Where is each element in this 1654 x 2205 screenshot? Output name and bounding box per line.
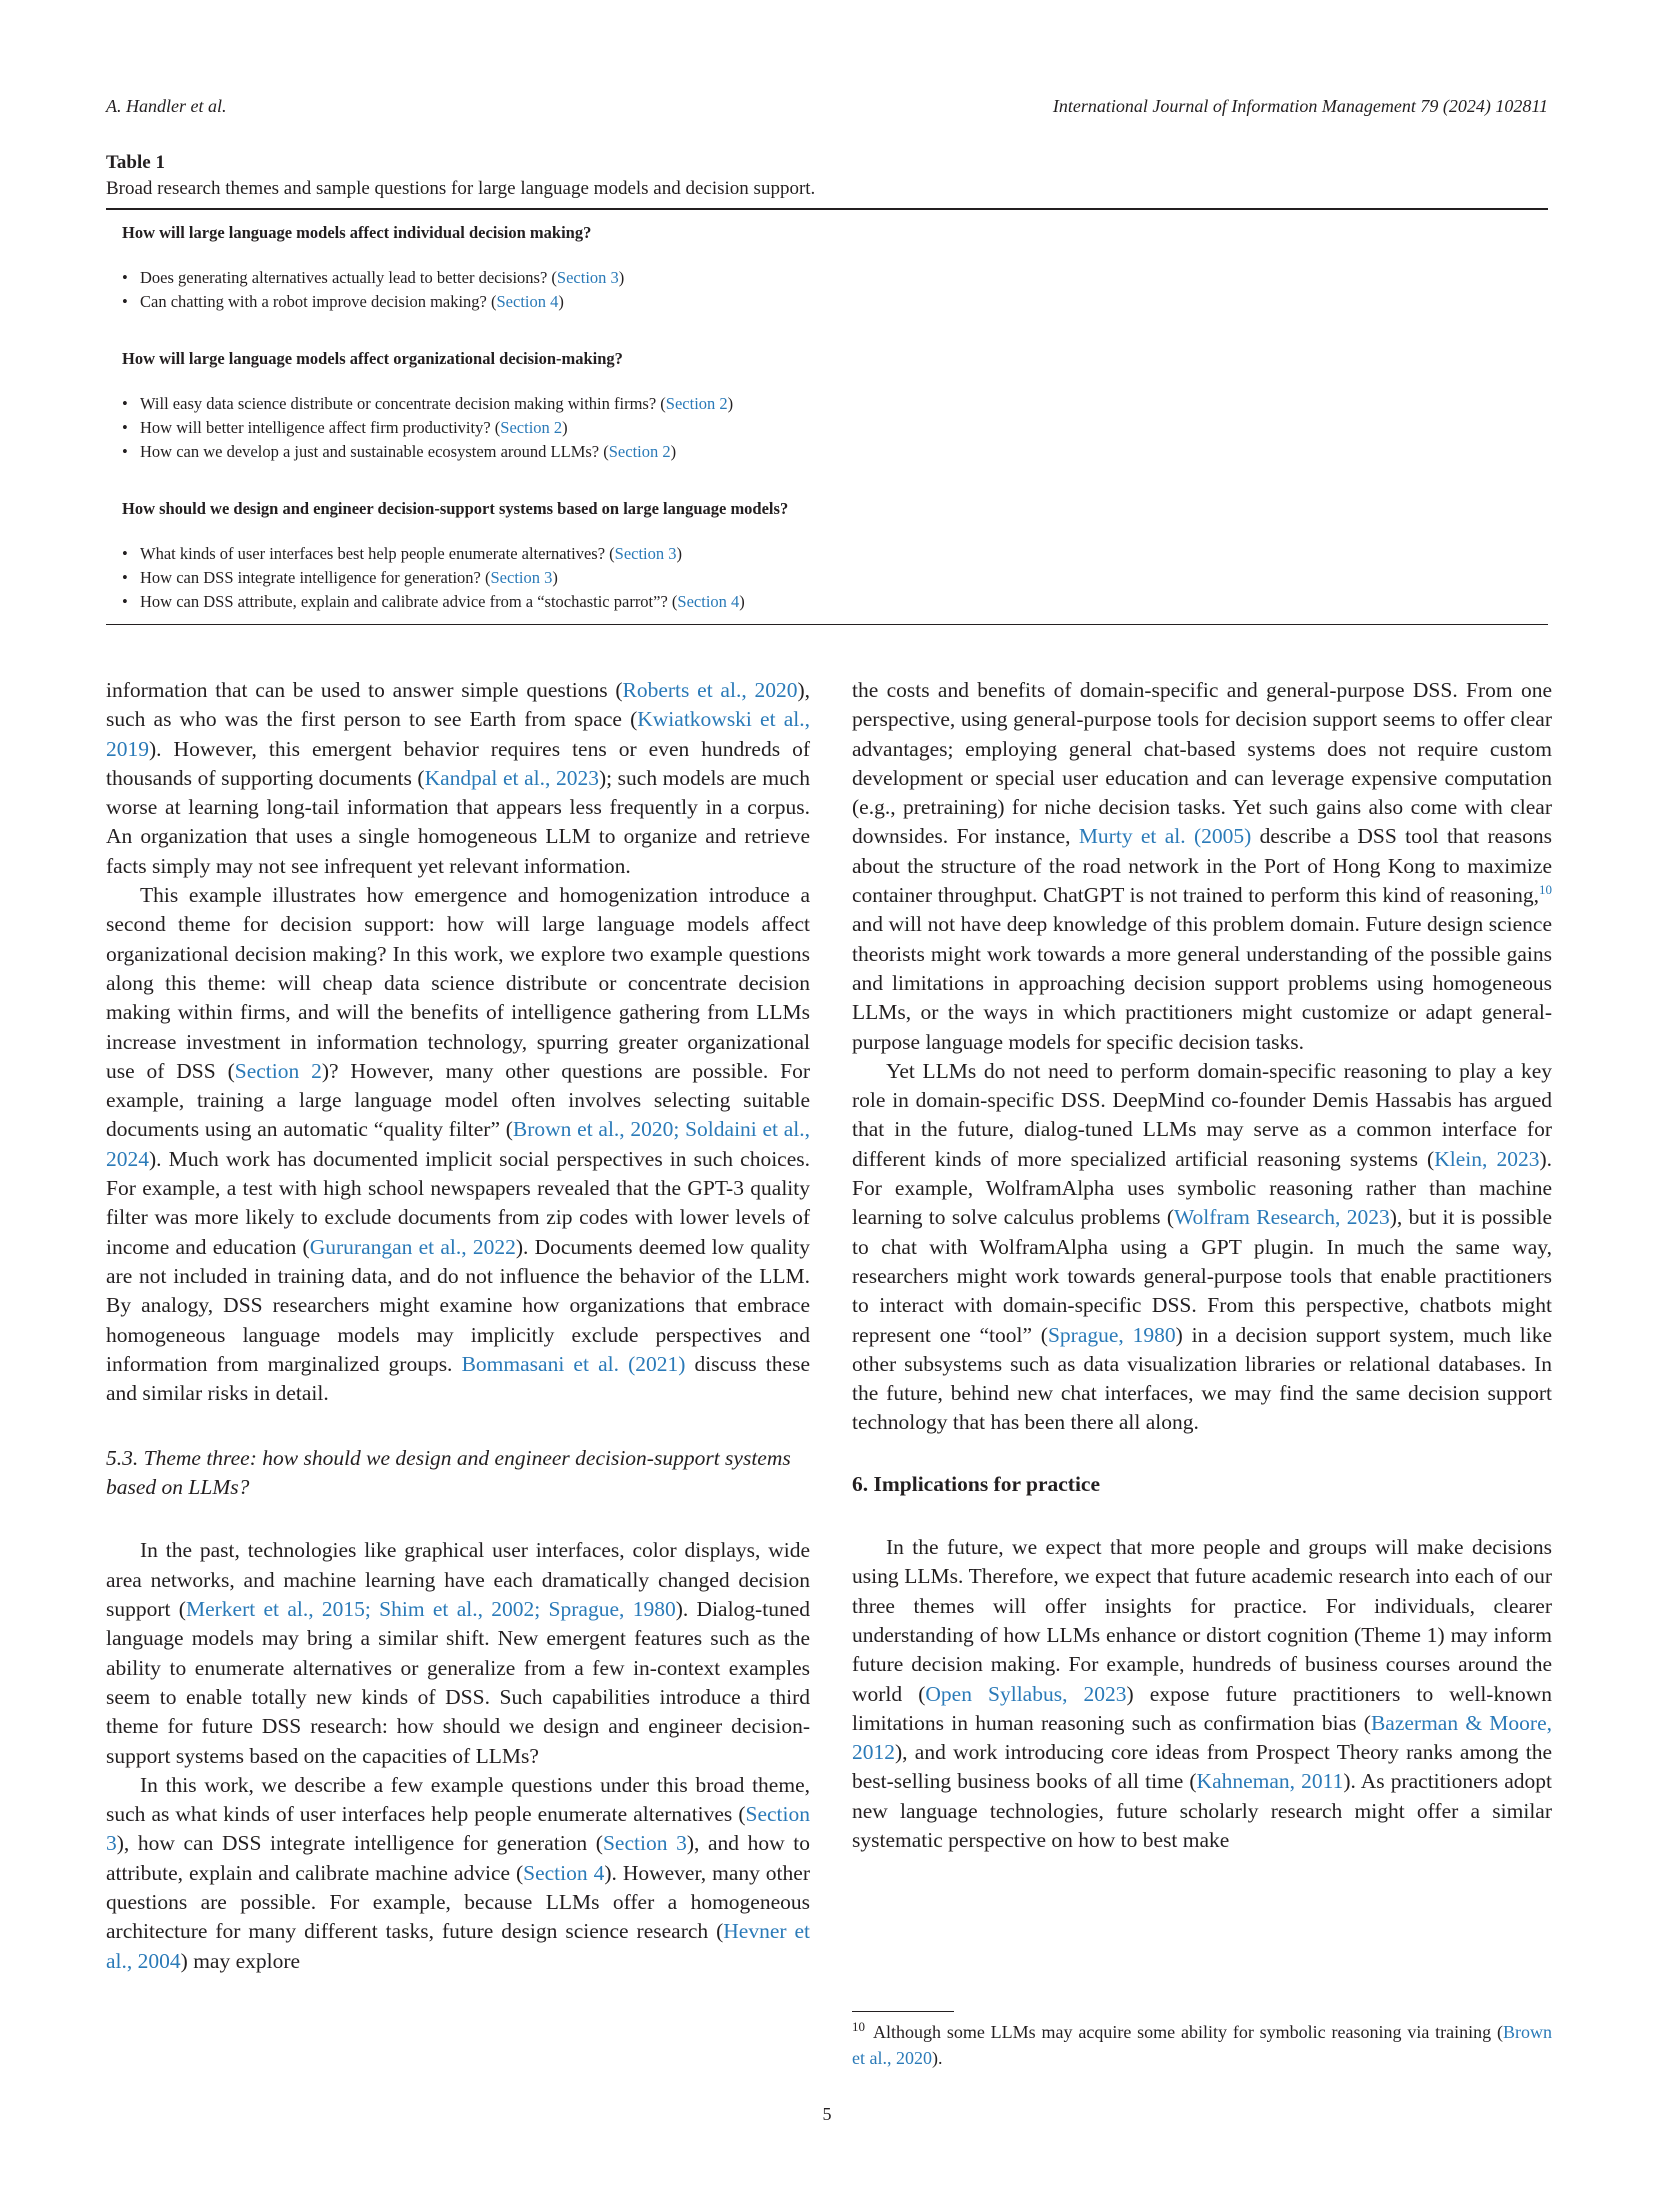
paragraph <box>852 676 1552 1057</box>
citation-link[interactable]: Merkert et al., 2015; Shim et al., 2002; Sprague, 1980 <box>185 1597 676 1622</box>
section-link[interactable]: Section 4 <box>677 592 740 611</box>
table-label: Table 1 <box>106 152 165 173</box>
table-caption: Broad research themes and sample questions for large language models and decision support. <box>106 178 816 199</box>
citation-link[interactable]: Open Syllabus, 2023 <box>925 1681 1127 1706</box>
citation-link[interactable]: Kwiatkowski et al., 2019 <box>106 707 810 761</box>
citation-link[interactable]: Roberts et al., 2020 <box>622 678 798 702</box>
text-run: discuss these and similar risks in detail. <box>106 1351 810 1406</box>
citation-link[interactable]: Brown et al., 2020 <box>852 2022 1552 2068</box>
theme-question-list <box>122 542 1532 614</box>
list-item-tail: ) <box>558 292 564 311</box>
paragraph <box>106 1771 810 1976</box>
text-run: ). However, this emergent behavior requires tens or even hundreds of thousands of supporting documents ( <box>106 736 810 790</box>
list-item-text: How will better intelligence affect firm productivity? ( <box>140 418 501 437</box>
list-item-text: What kinds of user interfaces best help people enumerate alternatives? ( <box>140 544 615 563</box>
text-run: ), and how to attribute, explain and calibrate machine advice ( <box>106 1831 810 1885</box>
section-link[interactable]: Section 4 <box>496 292 559 311</box>
citation-link[interactable]: Gururangan et al., 2022 <box>309 1234 516 1259</box>
list-item <box>122 416 1532 440</box>
list-item-text: How can DSS attribute, explain and calibrate advice from a “stochastic parrot”? ( <box>140 592 678 611</box>
section-link[interactable]: Section 3 <box>490 568 553 587</box>
theme-question-list <box>122 392 1532 464</box>
text-run: Although some LLMs may acquire some ability for symbolic reasoning via training ( <box>873 2022 1503 2042</box>
section-link[interactable]: Section 2 <box>665 394 728 413</box>
table-bottom-rule <box>106 624 1548 625</box>
footnote-10 <box>852 2019 1552 2071</box>
list-item-tail: ) <box>739 592 745 611</box>
text-run: ); such models are much worse at learning long-tail information that appears less frequently in a corpus. An organization that uses a single homogeneous LLM to organize and retrieve facts simply may not see infrequent yet relevant information. <box>106 765 810 878</box>
footnote-rule <box>852 2011 954 2012</box>
list-item <box>122 440 1532 464</box>
theme-question: How should we design and engineer decision-support systems based on large language models? <box>122 499 789 518</box>
citation-link[interactable]: Brown et al., 2020; Soldaini et al., 2024 <box>106 1117 810 1171</box>
footnote-text <box>852 2022 1552 2068</box>
text-run: This example illustrates how emergence and homogenization introduce a second theme for decision support: how will large language models affect organizational decision making? In this work, we explore two example questions along this theme: will cheap data science distribute or concentrate decision making within firms, and will the benefits of intelligence gathering from LLMs increase investment in information technology, spurring greater organizational use of DSS ( <box>106 883 810 1083</box>
section-link[interactable]: Section 2 <box>500 418 563 437</box>
list-item-tail: ) <box>727 394 734 413</box>
text-run: ). Dialog-tuned language models may bring a similar shift. New emergent features such as the ability to enumerate alternatives or generalize from a few in-context examples seem to enable totally new kinds of DSS. Such capabilities introduce a third theme for future DSS research: how should we design and engineer decision-support systems based on the capacities of LLMs? <box>106 1597 810 1768</box>
text-run: information that can be used to answer simple questions ( <box>106 678 623 702</box>
citation-link[interactable]: Section 3 <box>106 1802 810 1856</box>
text-run: ) in a decision support system, much like other subsystems such as data visualization libraries or relational databases. In the future, behind new chat interfaces, we may find the same decision support technology that has been there all along. <box>852 1322 1553 1435</box>
footnote-number: 10 <box>852 2019 865 2034</box>
section-heading-5-3: 5.3. Theme three: how should we design and engineer decision-support systems based on LLMs? <box>106 1446 791 1500</box>
text-run: ), how can DSS integrate intelligence for generation ( <box>116 1831 603 1856</box>
running-header-journal: International Journal of Information Management 79 (2024) 102811 <box>1052 96 1548 116</box>
text-run: In this work, we describe a few example questions under this broad theme, such as what kinds of user interfaces help people enumerate alternatives ( <box>106 1772 810 1827</box>
text-run: ). As practitioners adopt new language technologies, future scholarly research might offer a similar systematic perspective on how to best make <box>852 1769 1552 1852</box>
text-run: ), but it is possible to chat with WolframAlpha using a GPT plugin. In much the same way, researchers might work towards general-purpose tools that enable practitioners to interact with domain-specific DSS. From this perspective, chatbots might represent one “tool” ( <box>852 1205 1552 1347</box>
text-run: the costs and benefits of domain-specific and general-purpose DSS. From one perspective, using general-purpose tools for decision support seems to offer clear advantages; employing general chat-based systems does not require custom development or special user education and can leverage expensive computation (e.g., pretraining) for niche decision tasks. Yet such gains also come with clear downsides. For instance, <box>852 678 1552 849</box>
citation-link[interactable]: Kandpal et al., 2023 <box>424 765 599 790</box>
text-run: ) may explore <box>180 1948 301 1973</box>
section-link[interactable]: Section 2 <box>608 442 671 461</box>
page-number: 5 <box>822 2104 832 2124</box>
section-heading-6: 6. Implications for practice <box>852 1471 1101 1496</box>
text-run: describe a DSS tool that reasons about the structure of the road network in the Port of Hong Kong to maximize container throughput. ChatGPT is not trained to perform this kind of reasoning, <box>852 824 1552 908</box>
citation-link[interactable]: Wolfram Research, 2023 <box>1173 1205 1390 1230</box>
table-top-rule <box>106 208 1548 210</box>
text-run: ). Documents deemed low quality are not included in training data, and do not influence the behavior of the LLM. By analogy, DSS researchers might examine how organizations that embrace homogeneous language models may implicitly exclude perspectives and information from marginalized groups. <box>106 1234 810 1376</box>
list-item <box>122 566 1532 590</box>
list-item <box>122 290 1532 314</box>
list-item-text: How can we develop a just and sustainable ecosystem around LLMs? ( <box>140 442 609 461</box>
table-theme <box>122 348 1532 464</box>
running-header-authors: A. Handler et al. <box>106 96 227 116</box>
table-body <box>106 222 1548 614</box>
list-item-text: How can DSS integrate intelligence for generation? ( <box>140 568 491 587</box>
theme-question: How will large language models affect individual decision making? <box>122 223 592 242</box>
right-column <box>852 676 1552 1855</box>
text-run: ). <box>931 2048 943 2068</box>
citation-link[interactable]: Murty et al. (2005) <box>1078 824 1252 849</box>
text-run: In the future, we expect that more people and groups will make decisions using LLMs. Therefore, we expect that future academic research into each of our three themes will offer insights for practice. For individuals, clearer understanding of how LLMs enhance or distort cognition (Theme 1) may inform future decision making. For example, hundreds of business courses around the world ( <box>852 1535 1552 1706</box>
citation-link[interactable]: Bazerman & Moore, 2012 <box>852 1710 1552 1765</box>
list-item-tail: ) <box>676 544 683 563</box>
citation-link[interactable]: Section 2 <box>234 1058 322 1083</box>
citation-link[interactable]: Hevner et al., 2004 <box>106 1919 810 1973</box>
table-theme <box>122 498 1532 614</box>
paragraph <box>852 1057 1552 1438</box>
text-run: and will not have deep knowledge of this problem domain. Future design science theorists might work towards a more general understanding of the possible gains and limitations in approaching decision support problems using homogeneous LLMs, or the ways in which practitioners might customize or adapt general-purpose language models for specific decision tasks. <box>852 912 1552 1054</box>
text-run: ). Much work has documented implicit social perspectives in such choices. For example, a test with high school newspapers revealed that the GPT-3 quality filter was more likely to exclude documents from zip codes with lower levels of income and education ( <box>106 1146 810 1259</box>
paragraph <box>106 881 810 1408</box>
text-run: In the past, technologies like graphical user interfaces, color displays, wide area networks, and machine learning have each dramatically changed decision support ( <box>106 1538 810 1622</box>
citation-link[interactable]: Section 3 <box>602 1831 687 1856</box>
text-run: )? However, many other questions are possible. For example, training a large language model often involves selecting suitable documents using an automatic “quality filter” ( <box>106 1058 811 1142</box>
paragraph <box>106 676 810 881</box>
text-run: ), and work introducing core ideas from Prospect Theory ranks among the best-selling business books of all time ( <box>852 1740 1552 1794</box>
list-item-tail: ) <box>670 442 677 461</box>
table-1 <box>106 152 1548 625</box>
text-run: ). However, many other questions are possible. For example, because LLMs offer a homogeneous architecture for many different tasks, future design science research ( <box>106 1860 810 1944</box>
citation-link[interactable]: Klein, 2023 <box>1434 1146 1540 1171</box>
list-item-text: Does generating alternatives actually lead to better decisions? ( <box>140 268 557 287</box>
paragraph <box>852 1533 1552 1855</box>
text-run: ), such as who was the first person to see Earth from space ( <box>106 678 811 732</box>
citation-link[interactable]: Kahneman, 2011 <box>1196 1769 1344 1794</box>
list-item-tail: ) <box>562 418 568 437</box>
list-item <box>122 542 1532 566</box>
citation-link[interactable]: Section 4 <box>523 1860 605 1885</box>
footnote-ref[interactable]: 10 <box>1539 881 1552 897</box>
theme-question: How will large language models affect organizational decision-making? <box>122 349 623 368</box>
section-link[interactable]: Section 3 <box>614 544 677 563</box>
citation-link[interactable]: Bommasani et al. (2021) <box>461 1351 686 1376</box>
text-run: ). For example, WolframAlpha uses symbolic reasoning rather than machine learning to solve calculus problems ( <box>852 1146 1552 1230</box>
text-run: ) expose future practitioners to well-known limitations in human reasoning such as confirmation bias ( <box>852 1681 1552 1735</box>
list-item <box>122 392 1532 416</box>
list-item-text: Can chatting with a robot improve decision making? ( <box>140 292 497 311</box>
text-run: Yet LLMs do not need to perform domain-specific reasoning to play a key role in domain-specific DSS. DeepMind co-founder Demis Hassabis has argued that in the future, dialog-tuned LLMs may serve as a common interface for different kinds of more specialized artificial reasoning systems ( <box>852 1058 1552 1171</box>
list-item <box>122 590 1532 614</box>
list-item-tail: ) <box>618 268 625 287</box>
list-item-text: Will easy data science distribute or concentrate decision making within firms? ( <box>140 394 666 413</box>
paragraph <box>106 1536 810 1770</box>
citation-link[interactable]: Sprague, 1980 <box>1047 1322 1176 1347</box>
list-item <box>122 266 1532 290</box>
list-item-tail: ) <box>552 568 558 587</box>
theme-question-list <box>122 266 1532 314</box>
table-theme <box>122 222 1532 314</box>
section-link[interactable]: Section 3 <box>556 268 619 287</box>
left-column <box>106 676 810 1976</box>
